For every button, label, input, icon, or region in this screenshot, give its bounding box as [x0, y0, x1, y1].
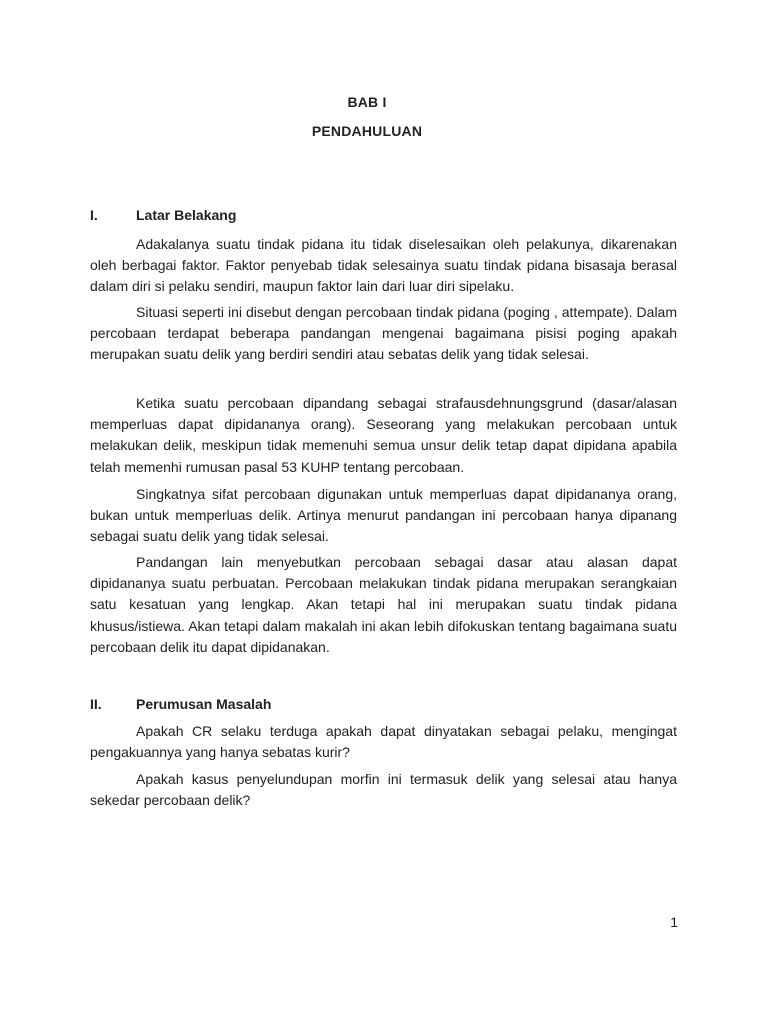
section-heading-latar-belakang [90, 205, 236, 225]
section-title: Latar Belakang [136, 207, 237, 223]
page-number: 1 [670, 914, 678, 930]
paragraph: Apakah CR selaku terduga apakah dapat dinyatakan sebagai pelaku, mengingat pengakuannya yang hanya sebatas kurir? [90, 723, 677, 761]
section-heading-perumusan-masalah [90, 694, 271, 714]
section-title: Perumusan Masalah [136, 696, 272, 712]
paragraph: Apakah kasus penyelundupan morfin ini termasuk delik yang selesai atau hanya sekedar percobaan delik? [90, 771, 677, 809]
chapter-label: BAB I [347, 94, 387, 110]
chapter-title: PENDAHULUAN [311, 123, 423, 139]
paragraph: Adakalanya suatu tindak pidana itu tidak diselesaikan oleh pelakunya, dikarenakan oleh berbagai faktor. Faktor penyebab tidak selesainya suatu tindak pidana bisasaja berasal dalam diri si pelaku sendiri, maupun faktor lain dari luar diri sipelaku. [90, 236, 677, 295]
paragraph: Ketika suatu percobaan dipandang sebagai strafausdehnungsgrund (dasar/alasan memperluas dapat dipidananya orang). Seseorang yang melakukan percobaan untuk melakukan delik, meskipun tidak memenuhi semua unsur delik tetap dapat dipidana apabila telah memenhi rumusan pasal 53 KUHP tentang percobaan. [90, 395, 677, 475]
paragraph: Pandangan lain menyebutkan percobaan sebagai dasar atau alasan dapat dipidananya suatu perbuatan. Percobaan melakukan tindak pidana merupakan serangkaian satu kesatuan yang lengkap. Akan tetapi hal ini merupakan suatu tindak pidana khusus/istiewa. Akan tetapi dalam makalah ini akan lebih difokuskan tentang bagaimana suatu percobaan delik itu dapat dipidanakan. [90, 554, 677, 655]
paragraph: Situasi seperti ini disebut dengan percobaan tindak pidana (poging , attempate). Dalam percobaan terdapat beberapa pandangan mengenai bagaimana pisisi poging apakah merupakan suatu delik yang berdiri sendiri atau sebatas delik yang tidak selesai. [90, 304, 677, 363]
paragraph: Singkatnya sifat percobaan digunakan untuk memperluas dapat dipidananya orang, bukan untuk memperluas delik. Artinya menurut pandangan ini percobaan hanya dipanang sebagai suatu delik yang tidak selesai. [90, 486, 677, 545]
section-number: I. [90, 207, 98, 223]
section-number: II. [90, 696, 102, 712]
